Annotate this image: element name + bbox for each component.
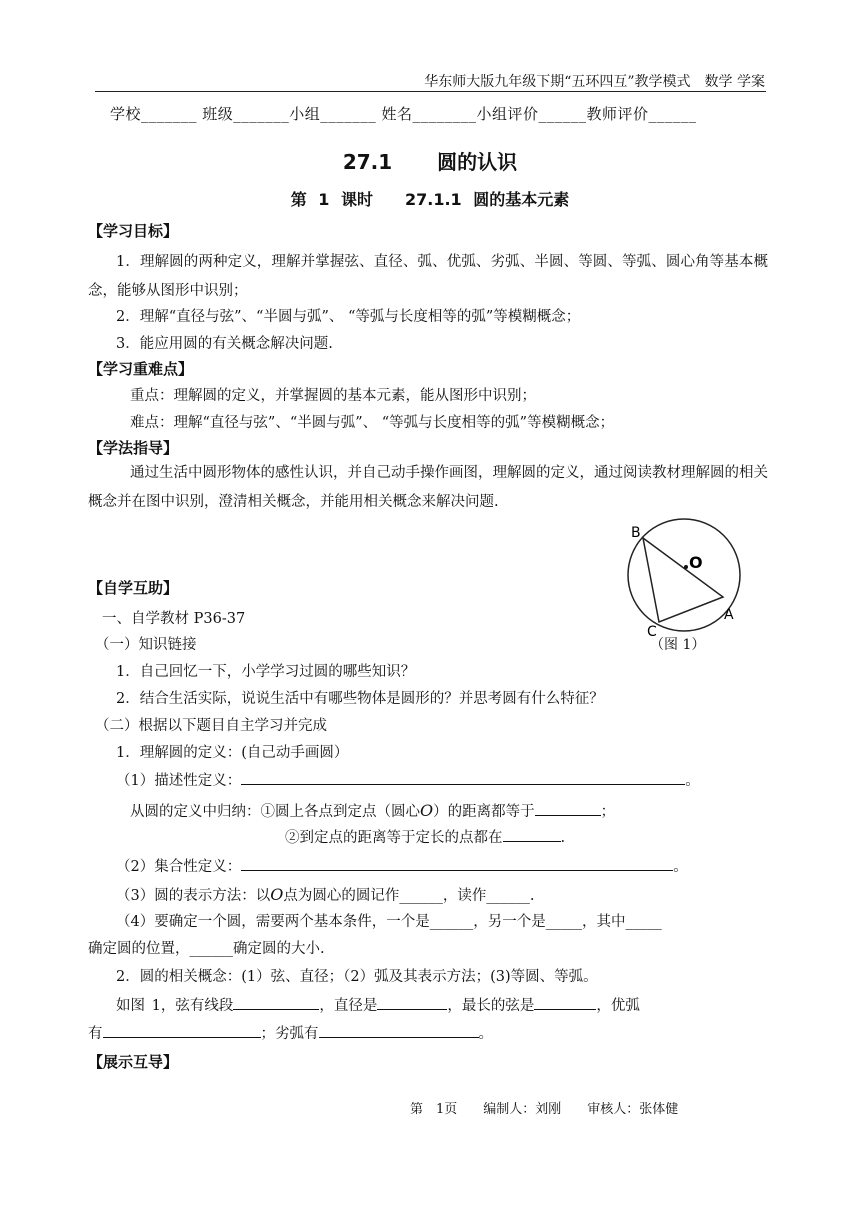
- descriptive-definition-blank: [241, 770, 685, 785]
- self-study-line-11: [116, 881, 534, 910]
- circle-figure: [615, 515, 775, 640]
- label-b: B: [631, 525, 641, 541]
- minor-arc-blank: [319, 1023, 479, 1038]
- line-end: 。: [673, 859, 688, 875]
- key-point-difficult: 难点：理解“直径与弦”、“半圆与弧”、 “等弧与长度相等的弧”等模糊概念；: [130, 415, 615, 431]
- self-study-line-9: [285, 825, 565, 852]
- chord-question-text-3: ，最长的弦是: [447, 998, 535, 1014]
- section-key-points: 【学习重难点】: [88, 360, 194, 378]
- guidance-text: 通过生活中圆形物体的感性认识，并自己动手操作画图，理解圆的定义，通过阅读教材理解圆的相关概念并在图中识别，澄清相关概念，并能用相关概念来解决问题.: [88, 465, 768, 510]
- self-study-line-4: 2．结合生活实际，说说生活中有哪些物体是圆形的？并思考圆有什么特征？: [116, 691, 604, 707]
- page-header: 华东师大版九年级下期“五环四互”教学模式 数学 学案: [424, 74, 765, 90]
- summary-blank-2: [503, 827, 561, 842]
- summary-text-5: .: [560, 830, 566, 846]
- self-study-line-16: [88, 1021, 493, 1048]
- summary-text-2: ）的距离都等于: [433, 804, 535, 820]
- chord-question-text-4: ，优弧: [596, 998, 640, 1014]
- center-o: O: [270, 885, 284, 904]
- section-goals: 【学习目标】: [88, 222, 179, 240]
- self-study-line-5: （二）根据以下题目自主学习并完成: [95, 718, 327, 734]
- label-c: C: [647, 624, 657, 640]
- self-study-line-10: [116, 854, 688, 881]
- student-info-line: 学校_______ 班级_______小组_______ 姓名________小组评价______教师评价______: [110, 105, 697, 123]
- self-study-line-1: 一、自学教材 P36-37: [102, 611, 246, 627]
- triangle-chords: [643, 538, 723, 622]
- goal-item-1: 1．理解圆的两种定义，理解并掌握弦、直径、弧、优弧、劣弧、半圆、等圆、等弧、圆心角等基本概念，能够从图形中识别；: [88, 254, 768, 299]
- self-study-line-2: （一）知识链接: [95, 637, 197, 653]
- descriptive-definition-label: （1）描述性定义：: [116, 773, 242, 789]
- longest-chord-blank: [534, 995, 596, 1010]
- arc-question-text-3: 。: [478, 1026, 493, 1042]
- major-arc-blank: [103, 1023, 261, 1038]
- page-title: 27.1 圆的认识: [342, 150, 518, 174]
- line-end: 。: [685, 773, 700, 789]
- goal-item-3: 3．能应用圆的有关概念解决问题.: [116, 336, 333, 352]
- self-study-line-6: 1．理解圆的定义：(自己动手画圆）: [116, 745, 349, 761]
- header-rule: [95, 91, 766, 92]
- label-a: A: [724, 607, 734, 623]
- summary-blank-1: [535, 801, 601, 816]
- summary-text-1: 从圆的定义中归纳：①圆上各点到定点（圆心: [130, 804, 420, 820]
- summary-text-4: ②到定点的距离等于定长的点都在: [285, 830, 503, 846]
- figure-caption: （图 1）: [650, 637, 706, 653]
- lesson-subtitle: 第 1 课时 27.1.1 圆的基本元素: [290, 190, 570, 209]
- notation-text-2: 点为圆心的圆记作______，读作______.: [283, 888, 535, 904]
- self-study-line-8: [130, 797, 615, 826]
- self-study-line-3: 1．自己回忆一下，小学学习过圆的哪些知识？: [116, 664, 416, 680]
- chord-blank: [233, 995, 319, 1010]
- arc-question-text-1: 有: [88, 1026, 103, 1042]
- self-study-line-15: [116, 993, 640, 1020]
- set-definition-label: （2）集合性定义：: [116, 859, 242, 875]
- goal-item-2: 2．理解“直径与弦”、“半圆与弧”、 “等弧与长度相等的弧”等模糊概念；: [116, 309, 581, 325]
- self-study-line-7: [116, 768, 700, 795]
- page-footer: 第 1页 编制人：刘刚 审核人：张体健: [410, 1102, 679, 1117]
- label-o: O: [689, 553, 703, 572]
- arc-question-text-2: ；劣弧有: [260, 1026, 319, 1042]
- center-point: [684, 565, 688, 569]
- chord-question-text-1: 如图 1，弦有线段: [116, 998, 234, 1014]
- diameter-blank: [377, 995, 447, 1010]
- set-definition-blank: [241, 856, 673, 871]
- self-study-line-12: （4）要确定一个圆，需要两个基本条件，一个是______，另一个是_____，其中_____: [116, 914, 662, 930]
- center-o: O: [420, 801, 434, 820]
- chord-question-text-2: ，直径是: [319, 998, 378, 1014]
- self-study-line-14: 2．圆的相关概念：(1）弦、直径；（2）弧及其表示方法；(3)等圆、等弧。: [116, 969, 598, 985]
- section-display: 【展示互导】: [88, 1053, 179, 1071]
- section-guidance: 【学法指导】: [88, 439, 179, 457]
- self-study-line-13: 确定圆的位置，______确定圆的大小.: [88, 941, 325, 957]
- section-self-study: 【自学互助】: [88, 579, 179, 597]
- key-point-important: 重点：理解圆的定义，并掌握圆的基本元素，能从图形中识别；: [130, 388, 536, 404]
- summary-text-3: ；: [600, 804, 616, 820]
- notation-text-1: （3）圆的表示方法：以: [116, 888, 271, 904]
